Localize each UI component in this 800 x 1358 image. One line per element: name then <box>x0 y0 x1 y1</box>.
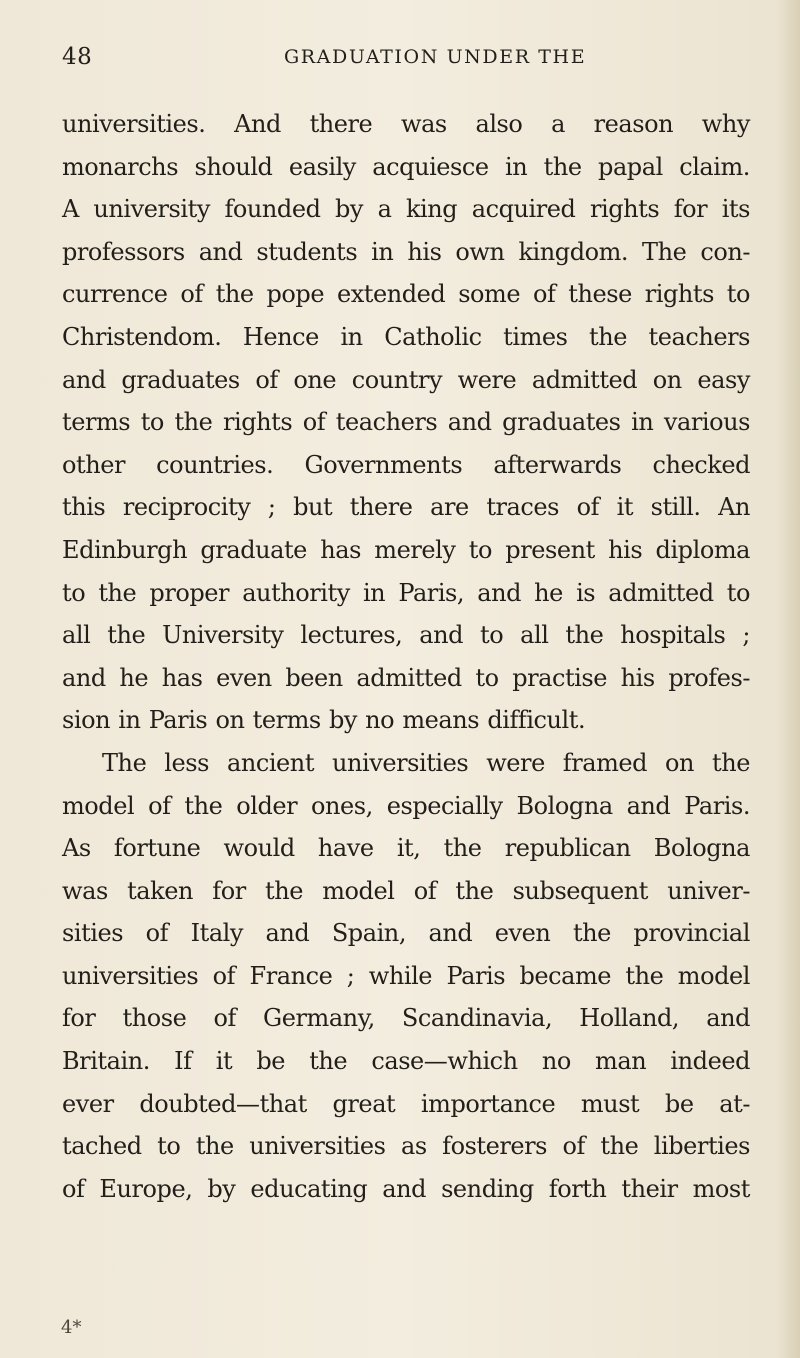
text-line: for those of Germany, Scandinavia, Holland, and <box>62 1004 750 1033</box>
text-line: universities of France ; while Paris became the model <box>62 961 750 990</box>
text-line: As fortune would have it, the republican Bologna <box>62 834 750 863</box>
page-header <box>62 44 742 78</box>
text-line: and he has even been admitted to practise his profes- <box>62 663 750 692</box>
text-line: currence of the pope extended some of these rights to <box>62 280 750 309</box>
text-line: professors and students in his own kingdom. The con- <box>62 237 750 266</box>
text-line: this reciprocity ; but there are traces of it still. An <box>62 493 750 522</box>
text-line: model of the older ones, especially Bologna and Paris. <box>62 791 750 820</box>
text-line: and graduates of one country were admitted on easy <box>62 365 750 394</box>
text-line: Edinburgh graduate has merely to present his diploma <box>62 535 750 564</box>
page-number: 48 <box>62 44 93 70</box>
text-line: was taken for the model of the subsequent univer- <box>62 876 750 905</box>
text-line: tached to the universities as fosterers of the liberties <box>62 1132 750 1161</box>
text-line: monarchs should easily acquiesce in the papal claim. <box>62 152 750 181</box>
signature-mark: 4* <box>61 1317 82 1338</box>
text-line: terms to the rights of teachers and graduates in various <box>62 408 750 437</box>
text-line: all the University lectures, and to all the hospitals ; <box>62 621 750 650</box>
text-line: to the proper authority in Paris, and he is admitted to <box>62 578 750 607</box>
text-line: Christendom. Hence in Catholic times the teachers <box>62 322 750 351</box>
text-line: sities of Italy and Spain, and even the provincial <box>62 919 750 948</box>
text-line: other countries. Governments afterwards checked <box>62 450 750 479</box>
text-line: Britain. If it be the case—which no man indeed <box>62 1047 750 1076</box>
running-head: GRADUATION UNDER THE <box>284 46 587 68</box>
paragraph-first-line: The less ancient universities were framed on the <box>102 748 750 777</box>
body-text <box>62 103 750 1210</box>
text-line: A university founded by a king acquired rights for its <box>62 195 750 224</box>
text-line: ever doubted—that great importance must be at- <box>62 1089 750 1118</box>
text-line: of Europe, by educating and sending forth their most <box>62 1174 750 1203</box>
text-line: universities. And there was also a reason why <box>62 110 750 138</box>
paragraph-last-line: sion in Paris on terms by no means difficult. <box>62 706 586 735</box>
